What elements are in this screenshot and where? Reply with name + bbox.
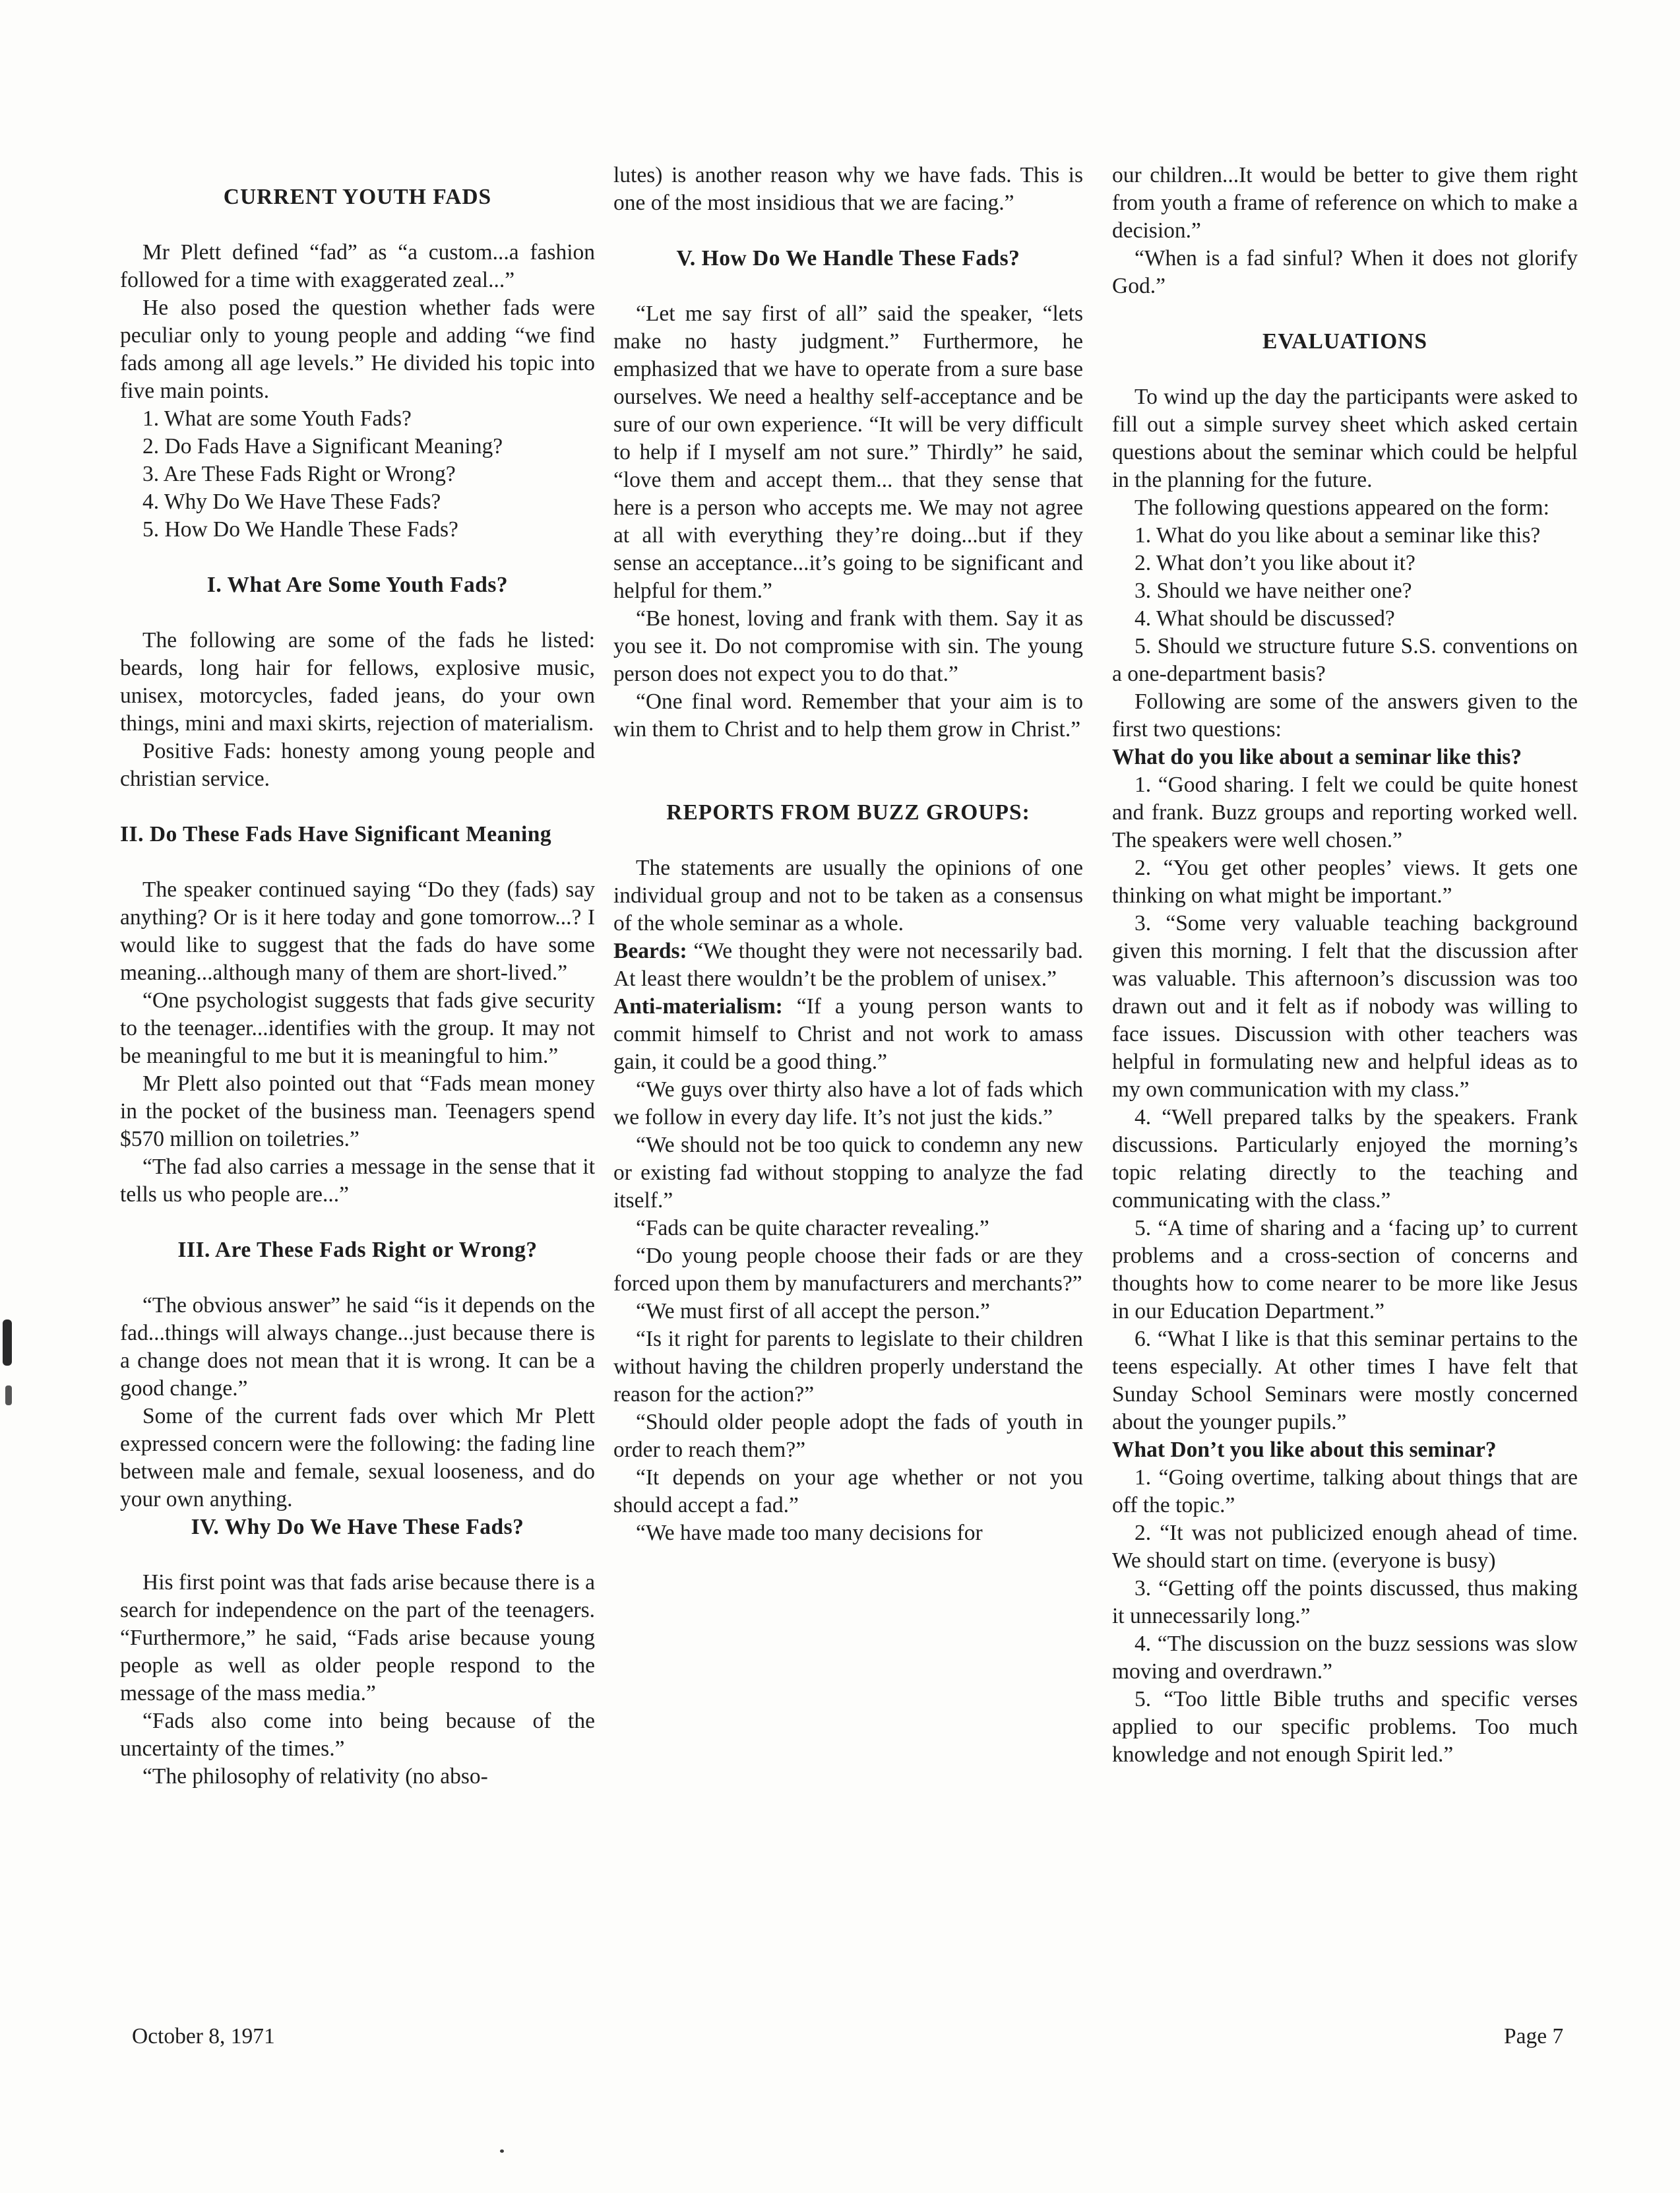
paragraph: Following are some of the answers given to the first two questions: — [1112, 689, 1578, 742]
report-text: “We thought they were not necessarily bad. At least there wouldn’t be the problem of unisex.” — [613, 939, 1083, 991]
paragraph: His first point was that fads arise because there is a search for independence on the part of the teenagers. “Furthermore,” he said, “Fads arise because young people as well as older people respond to the message of the mass media.” — [120, 1570, 595, 1705]
page-number: Page 7 — [1504, 2024, 1564, 2049]
section-heading: V. How Do We Handle These Fads? — [676, 246, 1020, 270]
section-heading: I. What Are Some Youth Fads? — [206, 573, 509, 597]
section-title: REPORTS FROM BUZZ GROUPS: — [666, 800, 1030, 825]
paragraph: “Be honest, loving and frank with them. Say it as you see it. Do not compromise with sin. The young person does not expect you to do that.” — [613, 606, 1083, 686]
article-title: CURRENT YOUTH FADS — [223, 185, 492, 209]
report-label: Anti-materialism: — [613, 994, 783, 1019]
answer: 6. “What I like is that this seminar pertains to the teens especially. At other times I have felt that Sunday School Seminars were mostly concerned about the younger pupils.” — [1112, 1327, 1578, 1434]
scan-mark — [5, 1385, 12, 1405]
list-item: 3. Are These Fads Right or Wrong? — [142, 462, 456, 486]
paragraph: Some of the current fads over which Mr Plett expressed concern were the following: the fading line between male and female, sexual looseness, and do your own anything. — [120, 1404, 595, 1511]
survey-question: 1. What do you like about a seminar like this? — [1135, 523, 1541, 548]
answers-heading: What Don’t you like about this seminar? — [1112, 1438, 1497, 1462]
paragraph: Mr Plett also pointed out that “Fads mean money in the pocket of the business man. Teenagers spend $570 million on toiletries.” — [120, 1071, 595, 1151]
survey-question: 4. What should be discussed? — [1135, 606, 1395, 631]
scan-mark — [3, 1319, 12, 1366]
answer: 1. “Going overtime, talking about things that are off the topic.” — [1112, 1465, 1578, 1517]
report-text: “If a young person wants to commit himself to Christ and not work to amass gain, it could be a good thing.” — [613, 994, 1083, 1074]
paragraph: “One final word. Remember that your aim is to win them to Christ and to help them grow in Christ.” — [613, 689, 1083, 742]
quote: “Is it right for parents to legislate to their children without having the children properly understand the reason for the action?” — [613, 1327, 1083, 1407]
paragraph: The speaker continued saying “Do they (fads) say anything? Or is it here today and gone tomorrow...? I would like to suggest that the fads do have some meaning...although many of them are short-lived.” — [120, 877, 595, 985]
paragraph: He also posed the question whether fads were peculiar only to young people and adding “we find fads among all age levels.” He divided his topic into five main points. — [120, 296, 595, 403]
paragraph: To wind up the day the participants were asked to fill out a simple survey sheet which asked certain questions about the seminar which could be helpful in the planning for the future. — [1112, 385, 1578, 492]
report-beards — [613, 938, 1083, 993]
answer: 4. “Well prepared talks by the speakers. Frank discussions. Particularly enjoyed the morning’s topic relating directly to the teaching and communicating with the class.” — [1112, 1105, 1578, 1213]
list-item: 2. Do Fads Have a Significant Meaning? — [142, 434, 503, 459]
quote: “We should not be too quick to condemn any new or existing fad without stopping to analyze the fad itself.” — [613, 1133, 1083, 1213]
list-item: 4. Why Do We Have These Fads? — [142, 490, 441, 514]
paragraph: lutes) is another reason why we have fads. This is one of the most insidious that we are facing.” — [613, 163, 1083, 215]
section-heading: II. Do These Fads Have Significant Meaning — [120, 822, 552, 846]
column-3 — [1112, 156, 1578, 1769]
spacer — [613, 744, 1083, 771]
paragraph: Positive Fads: honesty among young people and christian service. — [120, 739, 595, 791]
report-anti-materialism — [613, 993, 1083, 1076]
column-1 — [120, 156, 595, 1791]
answers-heading: What do you like about a seminar like this? — [1112, 745, 1522, 769]
paragraph: our children...It would be better to give them right from youth a frame of reference on which to make a decision.” — [1112, 163, 1578, 243]
scan-speck — [500, 2149, 504, 2153]
section-heading: III. Are These Fads Right or Wrong? — [177, 1238, 538, 1262]
quote: “We guys over thirty also have a lot of fads which we follow in every day life. It’s not just the kids.” — [613, 1077, 1083, 1129]
quote: “It depends on your age whether or not you should accept a fad.” — [613, 1465, 1083, 1517]
list-item: 5. How Do We Handle These Fads? — [142, 517, 458, 542]
paragraph: “The fad also carries a message in the sense that it tells us who people are...” — [120, 1155, 595, 1207]
answer: 2. “It was not publicized enough ahead of time. We should start on time. (everyone is busy) — [1112, 1521, 1578, 1573]
answer: 3. “Getting off the points discussed, thus making it unnecessarily long.” — [1112, 1576, 1578, 1628]
answer: 1. “Good sharing. I felt we could be quite honest and frank. Buzz groups and reporting worked well. The speakers were well chosen.” — [1112, 773, 1578, 852]
quote: “Should older people adopt the fads of youth in order to reach them?” — [613, 1410, 1083, 1462]
footer-date: October 8, 1971 — [132, 2024, 275, 2049]
answer: 5. “A time of sharing and a ‘facing up’ to current problems and a cross-section of concerns and thoughts how to come nearer to be more like Jesus in our Education Department.” — [1112, 1216, 1578, 1323]
answer: 5. “Too little Bible truths and specific verses applied to our specific problems. Too much knowledge and not enough Spirit led.” — [1112, 1687, 1578, 1767]
survey-question: 3. Should we have neither one? — [1135, 579, 1412, 603]
list-item: 1. What are some Youth Fads? — [142, 406, 412, 431]
survey-question: 5. Should we structure future S.S. conventions on a one-department basis? — [1112, 634, 1578, 686]
paragraph: The following questions appeared on the form: — [1135, 495, 1549, 520]
paragraph: “Fads also come into being because of the uncertainty of the times.” — [120, 1709, 595, 1761]
answer: 4. “The discussion on the buzz sessions was slow moving and overdrawn.” — [1112, 1632, 1578, 1684]
paragraph: “Let me say first of all” said the speaker, “lets make no hasty judgment.” Furthermore, he emphasized that we have to operate from a sure base ourselves. We need a healthy self-acceptance and be sure of our own experience. “It will be very difficult to help if I myself am not sure.” Thirdly” he said, “love them and accept them... that they sense that here is a person who accepts me. We may not agree at all with everything they’re doing...but if they sense an acceptance...it’s going to be significant and helpful for them.” — [613, 302, 1083, 603]
quote: “We must first of all accept the person.” — [636, 1299, 990, 1323]
quote: “Do young people choose their fads or are they forced upon them by manufacturers and merchants?” — [613, 1244, 1083, 1296]
paragraph: The following are some of the fads he listed: beards, long hair for fellows, explosive music, unisex, motorcycles, faded jeans, do your own things, mini and maxi skirts, rejection of materialism. — [120, 628, 595, 736]
section-title: EVALUATIONS — [1262, 329, 1427, 354]
paragraph: “One psychologist suggests that fads give security to the teenager...identifies with the group. It may not be meaningful to me but it is meaningful to him.” — [120, 988, 595, 1068]
column-2 — [613, 156, 1083, 1547]
quote: “We have made too many decisions for — [636, 1521, 983, 1545]
survey-question: 2. What don’t you like about it? — [1135, 551, 1416, 575]
paragraph: “The obvious answer” he said “is it depends on the fad...things will always change...just because there is a change does not mean that it is wrong. It can be a good change.” — [120, 1293, 595, 1401]
answer: 3. “Some very valuable teaching background given this morning. I felt that the discussion after was valuable. This afternoon’s discussion was too drawn out and it felt as if nobody was willing to face issues. Discussion with other teachers was helpful in formulating new and helpful ideas as to my own communication with my class.” — [1112, 911, 1578, 1102]
answer: 2. “You get other peoples’ views. It gets one thinking on what might be important.” — [1112, 856, 1578, 908]
paragraph: The statements are usually the opinions of one individual group and not to be taken as a consensus of the whole seminar as a whole. — [613, 856, 1083, 936]
report-label: Beards: — [613, 939, 687, 963]
paragraph: Mr Plett defined “fad” as “a custom...a fashion followed for a time with exaggerated zeal...” — [120, 240, 595, 292]
section-heading: IV. Why Do We Have These Fads? — [191, 1515, 524, 1539]
paragraph: “The philosophy of relativity (no abso- — [142, 1764, 488, 1789]
quote: “Fads can be quite character revealing.” — [636, 1216, 989, 1240]
paragraph: “When is a fad sinful? When it does not glorify God.” — [1112, 246, 1578, 298]
